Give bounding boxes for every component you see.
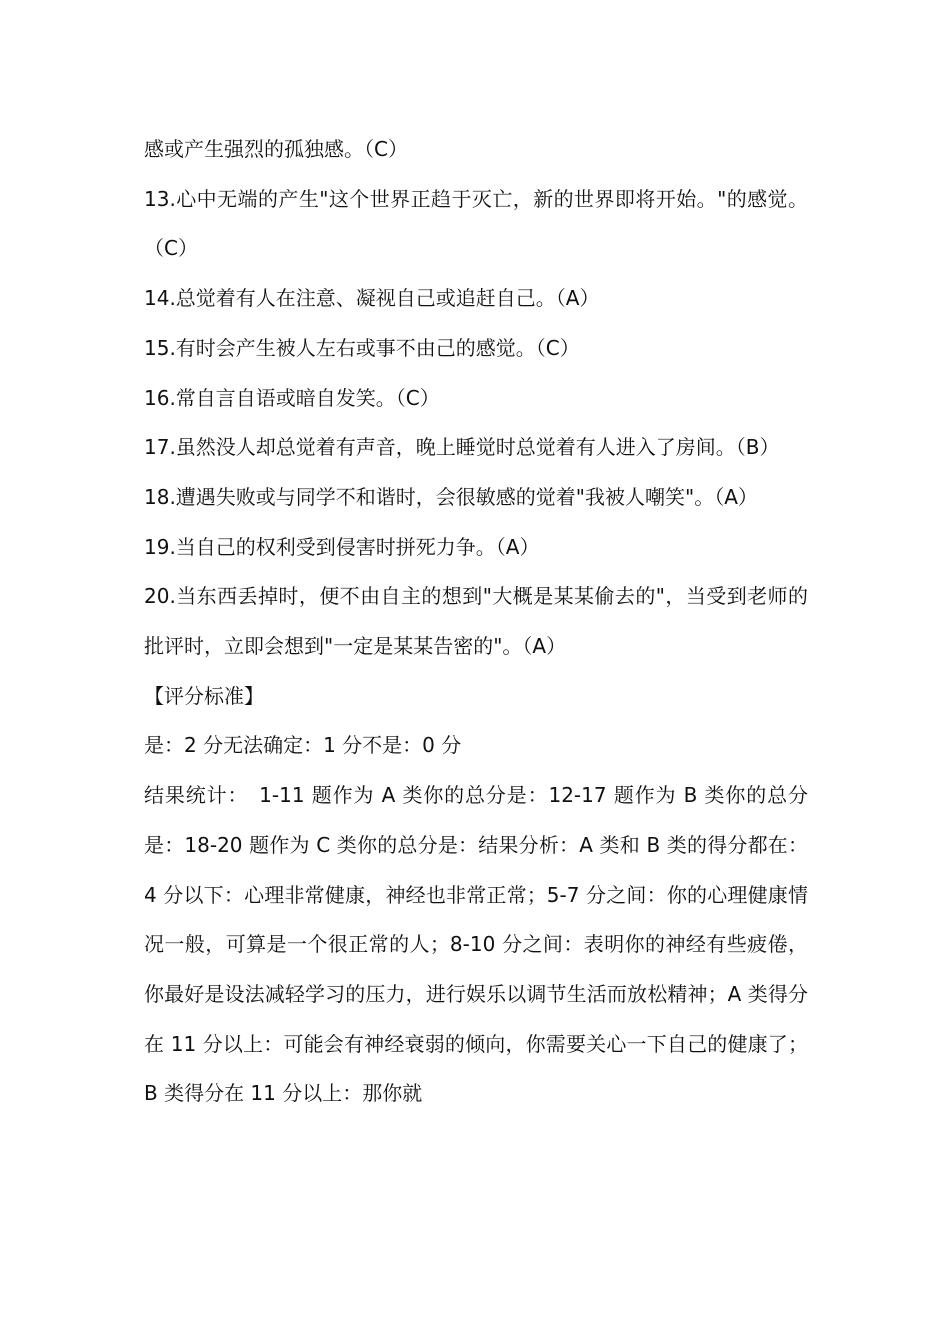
question-12-continued: 感或产生强烈的孤独感。（C） <box>144 137 408 161</box>
question-18: 18.遭遇失败或与同学不和谐时，会很敏感的觉着"我被人嘲笑"。（A） <box>144 484 758 509</box>
scoring-rule: 是：2 分无法确定：1 分不是：0 分 <box>144 733 462 758</box>
question-19: 19.当自己的权利受到侵害时拼死力争。（A） <box>144 534 540 559</box>
document-body <box>144 125 808 1119</box>
question-16: 16.常自言自语或暗自发笑。（C） <box>144 385 440 410</box>
question-20: 20.当东西丢掉时，便不由自主的想到"大概是某某偷去的"，当受到老师的批评时，立即会想到"一定是某某告密的"。（A） <box>144 584 808 659</box>
question-15: 15.有时会产生被人左右或事不由己的感觉。（C） <box>144 335 580 360</box>
question-13: 13.心中无端的产生"这个世界正趋于灭亡，新的世界即将开始。"的感觉。（C） <box>144 186 808 261</box>
result-analysis: 结果统计： 1-11 题作为 A 类你的总分是：12-17 题作为 B 类你的总分是：18-20 题作为 C 类你的总分是：结果分析：A 类和 B 类的得分都在：4 分以下：心理非常健康，神经也非常正常；5-7 分之间：你的心理健康情况一般，可算是一个很正常的人；8-10 分之间：表明你的神经有些疲倦，你最好是设法减轻学习的压力，进行娱乐以调节生活而放松精神；A 类得分在 11 分以上：可能会有神经衰弱的倾向，你需要关心一下自己的健康了；B 类得分在 11 分以上：那你就 <box>144 783 808 1106</box>
question-17: 17.虽然没人却总觉着有声音，晚上睡觉时总觉着有人进入了房间。（B） <box>144 435 780 460</box>
question-14: 14.总觉着有人在注意、凝视自己或追赶自己。（A） <box>144 286 600 311</box>
scoring-heading: 【评分标准】 <box>144 683 264 708</box>
